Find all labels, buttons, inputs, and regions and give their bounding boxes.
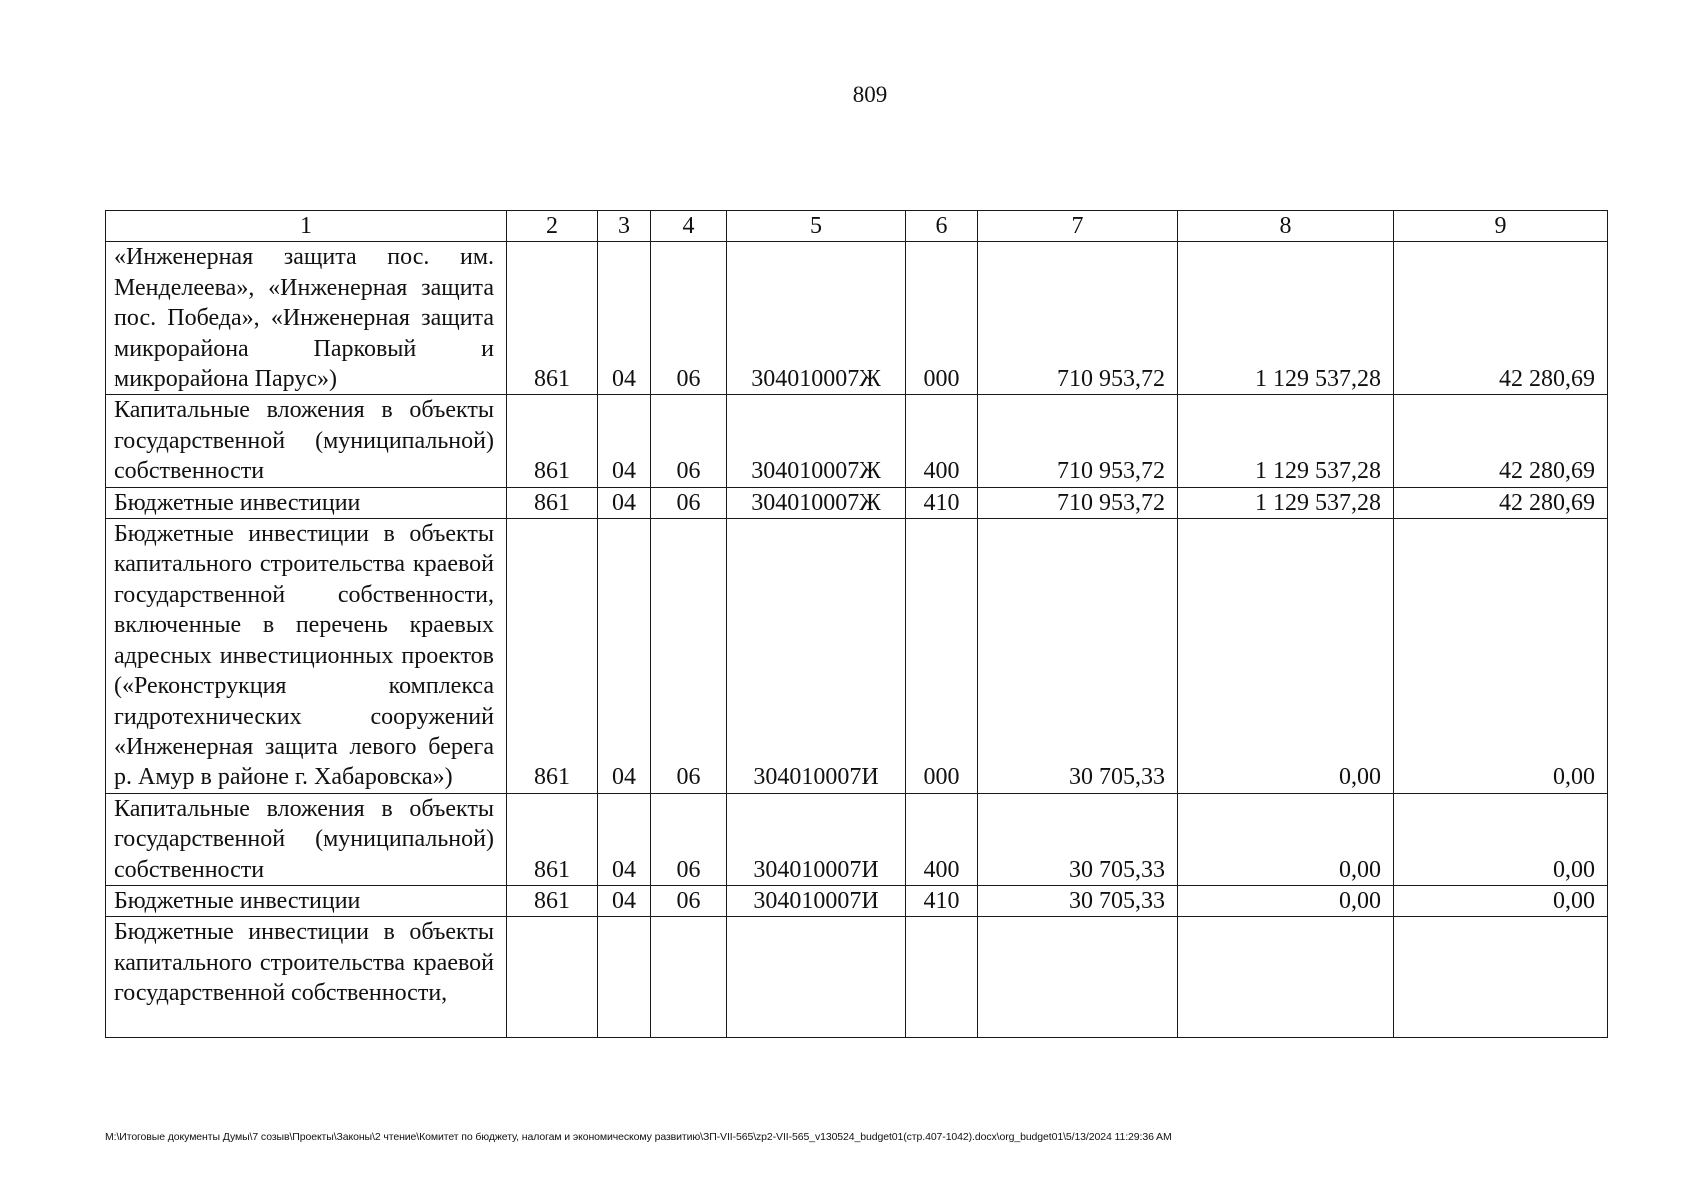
- table-row: [106, 885, 1608, 916]
- rz-cell: 04: [598, 487, 651, 518]
- pr-cell: 06: [651, 242, 727, 395]
- amount-col9: 0,00: [1394, 519, 1608, 794]
- rz-cell: 04: [598, 242, 651, 395]
- pr-cell: 06: [651, 885, 727, 916]
- amount-col7: 30 705,33: [978, 885, 1178, 916]
- amount-col8: 0,00: [1178, 793, 1394, 885]
- csr-cell: 304010007Ж: [727, 395, 906, 487]
- row-description: Бюджетные инвестиции в объекты капитального строительства краевой государственной собственности,: [106, 917, 507, 1038]
- row-description: Бюджетные инвестиции: [106, 885, 507, 916]
- row-description: Бюджетные инвестиции в объекты капитального строительства краевой государственной собственности, включенные в перечень краевых адресных инвестиционных проектов («Реконструкция комплекса гидротехнических сооружений «Инженерная защита левого берега р. Амур в районе г. Хабаровска»): [106, 519, 507, 794]
- amount-col8: 1 129 537,28: [1178, 395, 1394, 487]
- empty-cell: [1394, 917, 1608, 1038]
- table-row: [106, 242, 1608, 395]
- header-row: [106, 211, 1608, 242]
- budget-table: [105, 210, 1608, 1038]
- amount-col7: 710 953,72: [978, 487, 1178, 518]
- grbs-cell: 861: [507, 885, 598, 916]
- page-number: 809: [852, 82, 888, 107]
- rz-cell: 04: [598, 395, 651, 487]
- empty-cell: [978, 917, 1178, 1038]
- column-header: 6: [906, 211, 978, 242]
- empty-cell: [906, 917, 978, 1038]
- grbs-cell: 861: [507, 519, 598, 794]
- amount-col8: 0,00: [1178, 519, 1394, 794]
- table-row: [106, 519, 1608, 794]
- amount-col9: 0,00: [1394, 793, 1608, 885]
- pr-cell: 06: [651, 487, 727, 518]
- empty-cell: [598, 917, 651, 1038]
- csr-cell: 304010007Ж: [727, 487, 906, 518]
- pr-cell: 06: [651, 793, 727, 885]
- csr-cell: 304010007И: [727, 885, 906, 916]
- vr-cell: 410: [906, 885, 978, 916]
- amount-col9: 42 280,69: [1394, 487, 1608, 518]
- amount-col9: 0,00: [1394, 885, 1608, 916]
- row-description: «Инженерная защита пос. им. Менделеева», «Инженерная защита пос. Победа», «Инженерная защита микрорайона Парковый и микрорайона Парус»): [106, 242, 507, 395]
- row-description: Бюджетные инвестиции: [106, 487, 507, 518]
- empty-cell: [1178, 917, 1394, 1038]
- column-header: 2: [507, 211, 598, 242]
- amount-col8: 0,00: [1178, 885, 1394, 916]
- empty-cell: [651, 917, 727, 1038]
- amount-col7: 710 953,72: [978, 395, 1178, 487]
- column-header: 8: [1178, 211, 1394, 242]
- amount-col8: 1 129 537,28: [1178, 242, 1394, 395]
- empty-cell: [507, 917, 598, 1038]
- amount-col7: 30 705,33: [978, 793, 1178, 885]
- row-description: Капитальные вложения в объекты государственной (муниципальной) собственности: [106, 395, 507, 487]
- rz-cell: 04: [598, 519, 651, 794]
- column-header: 3: [598, 211, 651, 242]
- empty-cell: [727, 917, 906, 1038]
- csr-cell: 304010007Ж: [727, 242, 906, 395]
- grbs-cell: 861: [507, 487, 598, 518]
- grbs-cell: 861: [507, 242, 598, 395]
- amount-col9: 42 280,69: [1394, 395, 1608, 487]
- column-header: 1: [106, 211, 507, 242]
- file-path-footer: M:\Итоговые документы Думы\7 созыв\Проекты\Законы\2 чтение\Комитет по бюджету, налогам и экономическому развитию\ЗП-VII-565\zp2-VII-565_v130524_budget01(стр.407-1042).docx\org_budget01\5/13/2024 11:29:36 AM: [105, 1131, 1172, 1143]
- rz-cell: 04: [598, 793, 651, 885]
- pr-cell: 06: [651, 395, 727, 487]
- amount-col9: 42 280,69: [1394, 242, 1608, 395]
- vr-cell: 400: [906, 395, 978, 487]
- column-header: 5: [727, 211, 906, 242]
- row-description: Капитальные вложения в объекты государственной (муниципальной) собственности: [106, 793, 507, 885]
- table-row: [106, 793, 1608, 885]
- csr-cell: 304010007И: [727, 519, 906, 794]
- vr-cell: 000: [906, 242, 978, 395]
- amount-col7: 30 705,33: [978, 519, 1178, 794]
- column-header: 4: [651, 211, 727, 242]
- vr-cell: 410: [906, 487, 978, 518]
- column-header: 7: [978, 211, 1178, 242]
- vr-cell: 400: [906, 793, 978, 885]
- grbs-cell: 861: [507, 793, 598, 885]
- amount-col8: 1 129 537,28: [1178, 487, 1394, 518]
- grbs-cell: 861: [507, 395, 598, 487]
- column-header: 9: [1394, 211, 1608, 242]
- vr-cell: 000: [906, 519, 978, 794]
- csr-cell: 304010007И: [727, 793, 906, 885]
- rz-cell: 04: [598, 885, 651, 916]
- amount-col7: 710 953,72: [978, 242, 1178, 395]
- table-row: [106, 487, 1608, 518]
- pr-cell: 06: [651, 519, 727, 794]
- table-row: [106, 395, 1608, 487]
- table-row: [106, 917, 1608, 1038]
